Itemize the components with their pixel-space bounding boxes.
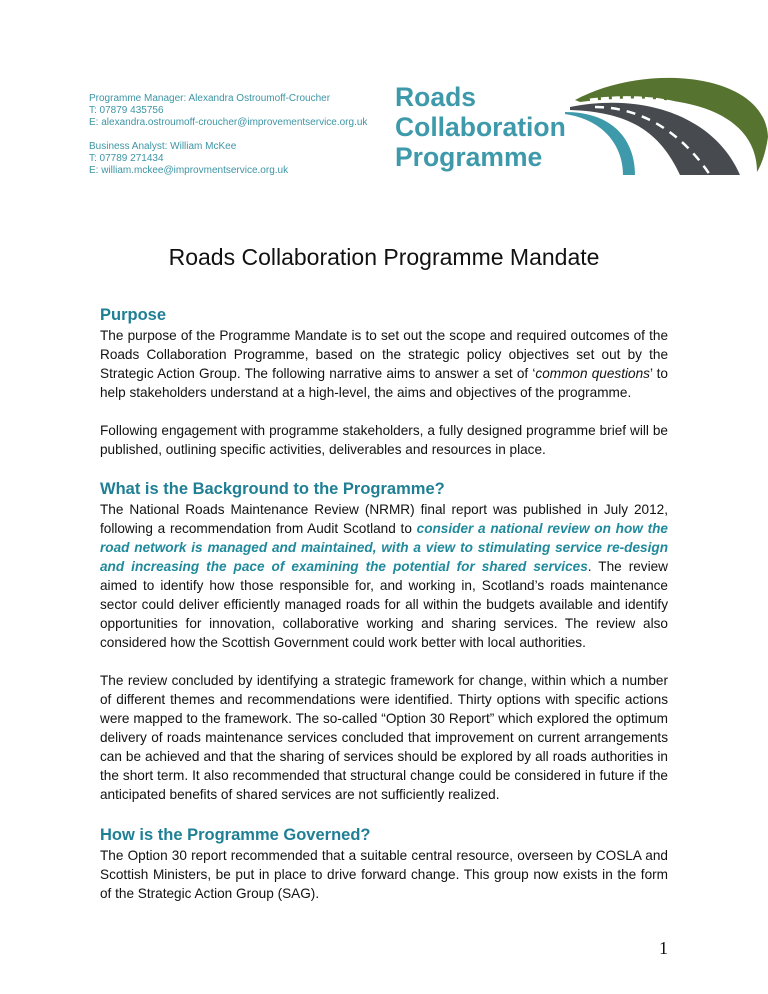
logo-line-3: Programme [395,142,543,172]
document-title: Roads Collaboration Programme Mandate [168,244,600,270]
logo-line-1: Roads [395,82,476,112]
heading-background: What is the Background to the Programme? [100,480,445,498]
background-paragraph-2: The review concluded by identifying a strategic framework for change, within which a number of different themes and recommendations were identified. Thirty options with specific actions were mapped to the framework. The so-called “Option 30 Report” which explored the optimum delivery of roads maintenance services concluded that improvement on current arrangements can be achieved and that the sharing of services should be explored by all roads authorities in the short term. It also recommended that structural change could be considered in future if the anticipated benefits of shared services are not sufficiently realized. [100,673,668,802]
manager-role: Programme Manager: Alexandra Ostroumoff-Croucher [89,93,331,104]
emphasis-text: common questions [535,366,650,381]
heading-governance: How is the Programme Governed? [100,826,371,844]
document-body [100,304,668,922]
manager-phone: T: 07879 435756 [89,105,164,116]
text: The purpose of the Programme Mandate is to set out the scope and required outcomes of the Roads Collaboration Programme, based on the strategic policy objectives set out by the Strategic Action Group. The following narrative aims to answer a set of ‘ [100,328,668,381]
text: . The review aimed to identify how those responsible for, and working in, Scotland’s roads maintenance sector could deliver efficiently managed roads for all within the budgets available and identify opportunities for innovation, collaborative working and sharing services. The review also considered how the Scottish Government could work better with local authorities. [100,559,668,650]
purpose-paragraph-1 [100,326,668,402]
programme-logo [395,62,755,182]
road-graphic-icon [535,62,768,187]
manager-email: E: alexandra.ostroumoff-croucher@improvementservice.org.uk [89,117,368,128]
heading-purpose: Purpose [100,306,167,324]
analyst-email: E: william.mckee@improvmentservice.org.uk [89,165,289,176]
purpose-paragraph-2: Following engagement with programme stakeholders, a fully designed programme brief will be published, outlining specific activities, deliverables and resources in place. [100,423,668,457]
highlighted-quote: consider a national review on how the road network is managed and maintained, with a view to stimulating service re-design and increasing the pace of examining the potential for shared services [100,521,668,574]
text: ’ to help stakeholders understand at a high-level, the aims and objectives of the programme. [100,366,668,400]
analyst-role: Business Analyst: William McKee [89,141,237,152]
page-number: 1 [659,938,668,958]
governance-paragraph-1: The Option 30 report recommended that a suitable central resource, overseen by COSLA and Scottish Ministers, be put in place to drive forward change. This group now exists in the form of the Strategic Action Group (SAG). [100,848,668,901]
logo-line-2: Collaboration [395,112,566,142]
background-paragraph-1 [100,500,668,652]
analyst-phone: T: 07789 271434 [89,153,164,164]
contact-block [89,93,367,177]
text: The National Roads Maintenance Review (NRMR) final report was published in July 2012, following a recommendation from Audit Scotland to [100,502,668,536]
